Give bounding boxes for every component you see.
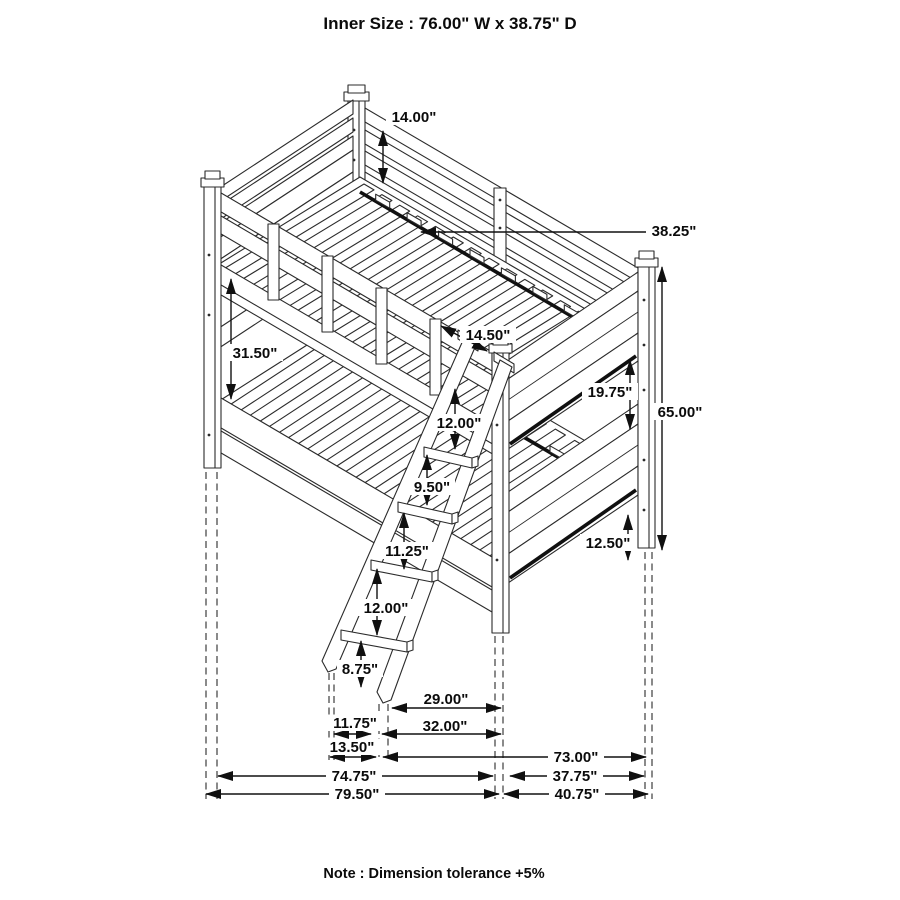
svg-text:73.00": 73.00"	[553, 749, 599, 766]
dim-length-to-ladder	[218, 767, 493, 785]
svg-text:19.75": 19.75"	[587, 384, 633, 401]
dim-overall-depth	[504, 785, 648, 803]
guardrail-slat	[430, 319, 441, 395]
dim-ladder-span	[392, 691, 501, 708]
dim-ladder-foot-width	[327, 715, 383, 734]
svg-text:29.00": 29.00"	[423, 691, 469, 708]
svg-text:12.00": 12.00"	[363, 600, 409, 617]
svg-text:31.50": 31.50"	[232, 345, 278, 362]
svg-text:14.50": 14.50"	[465, 327, 511, 344]
svg-text:40.75": 40.75"	[554, 786, 600, 803]
dim-total-height	[652, 267, 708, 550]
tolerance-note: Note : Dimension tolerance +5%	[323, 866, 545, 882]
svg-text:37.75": 37.75"	[552, 768, 598, 785]
svg-text:79.50": 79.50"	[334, 786, 380, 803]
svg-text:12.50": 12.50"	[585, 535, 631, 552]
svg-text:74.75": 74.75"	[331, 768, 377, 785]
dim-depth-inner	[510, 767, 644, 785]
dim-ladder-horizontal-reach	[382, 717, 501, 735]
svg-text:8.75": 8.75"	[341, 661, 379, 678]
svg-text:12.00": 12.00"	[436, 415, 482, 432]
guardrail-slat	[376, 288, 387, 364]
dim-ladder-outer-width	[324, 739, 380, 757]
post-head-near	[201, 171, 224, 468]
svg-text:38.25": 38.25"	[651, 223, 697, 240]
svg-text:32.00": 32.00"	[422, 718, 468, 735]
svg-text:65.00": 65.00"	[657, 404, 703, 421]
guardrail-slat	[268, 224, 279, 300]
post-foot-far	[635, 251, 658, 548]
svg-text:14.00": 14.00"	[391, 109, 437, 126]
dim-lower-bed-length	[383, 748, 646, 766]
inner-size-title: Inner Size : 76.00" W x 38.75" D	[323, 14, 577, 33]
guardrail-slat	[322, 256, 333, 332]
svg-text:13.50": 13.50"	[329, 739, 375, 756]
svg-text:11.25": 11.25"	[385, 543, 429, 560]
svg-text:9.50": 9.50"	[413, 479, 451, 496]
dim-overall-length	[206, 785, 499, 803]
svg-text:11.75": 11.75"	[333, 715, 377, 732]
